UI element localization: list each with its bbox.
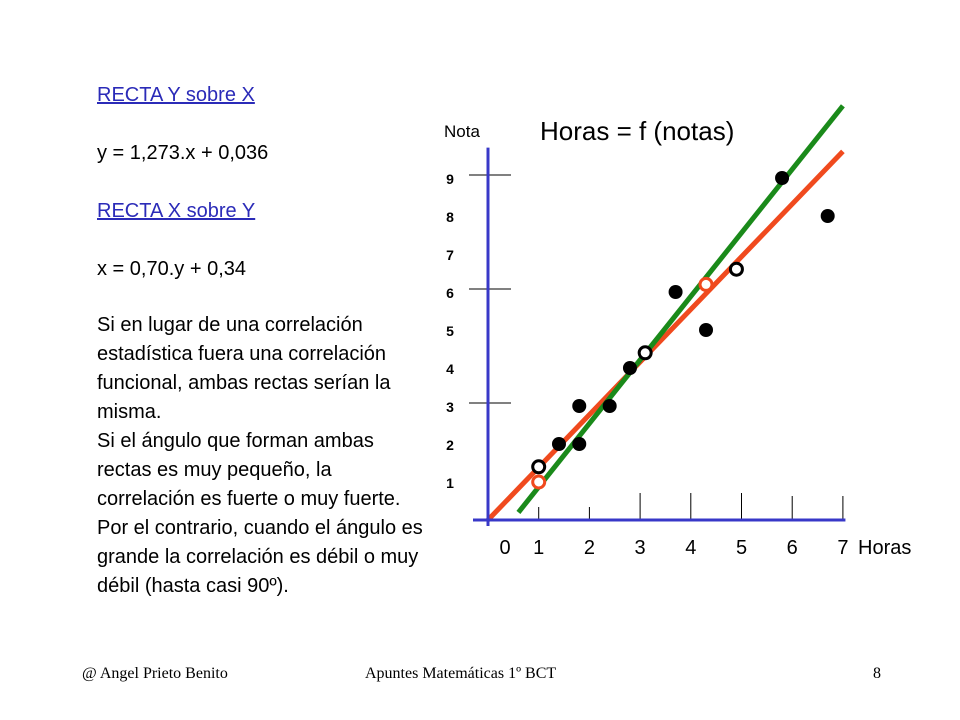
open-marker-red <box>700 278 712 290</box>
data-point <box>821 209 835 223</box>
regression-line-2 <box>518 106 842 513</box>
data-point <box>572 437 586 451</box>
x-tick-label: 0 <box>499 537 511 559</box>
x-axis-label: Horas <box>858 537 912 559</box>
y-tick-label: 1 <box>446 475 454 491</box>
y-tick-label: 8 <box>446 209 454 225</box>
data-point <box>699 323 713 337</box>
y-tick-label: 2 <box>446 437 454 453</box>
x-tick-label: 4 <box>685 537 697 559</box>
y-tick-label: 5 <box>446 323 454 339</box>
footer-author: @ Angel Prieto Benito <box>82 665 228 682</box>
data-point <box>623 361 637 375</box>
x-tick-label: 6 <box>786 537 798 559</box>
x-tick-label: 5 <box>735 537 748 559</box>
open-marker-black <box>533 461 545 473</box>
y-tick-label: 9 <box>446 171 454 187</box>
equation-y-on-x: y = 1,273.x + 0,036 <box>97 142 269 164</box>
paragraph-angle: Si el ángulo que forman ambas rectas es muy pequeño, la correlación es fuerte o muy fuerte. Por el contrario, cuando el ángulo es grande la correlación es débil o muy débil (hasta casi 90º). <box>97 430 423 597</box>
y-tick-label: 7 <box>446 247 454 263</box>
open-marker-red <box>533 476 545 488</box>
y-tick-label: 6 <box>446 285 454 301</box>
footer-page-number: 8 <box>873 665 881 682</box>
y-axis-label: Nota <box>444 122 480 141</box>
open-marker-black <box>730 263 742 275</box>
x-tick-label: 2 <box>583 537 595 559</box>
data-point <box>552 437 566 451</box>
x-tick-label: 1 <box>533 537 545 559</box>
open-marker-black <box>639 347 651 359</box>
footer-course: Apuntes Matemáticas 1º BCT <box>365 665 557 682</box>
data-point <box>775 171 789 185</box>
heading-x-on-y: RECTA X sobre Y <box>97 200 256 222</box>
data-point <box>603 399 617 413</box>
data-point <box>572 399 586 413</box>
heading-y-on-x: RECTA Y sobre X <box>97 84 255 106</box>
data-point <box>669 285 683 299</box>
y-tick-label: 3 <box>446 399 454 415</box>
paragraph-functional: Si en lugar de una correlación estadística fuera una correlación funcional, ambas rectas serían la misma. <box>97 314 391 423</box>
x-tick-label: 7 <box>837 537 849 559</box>
y-tick-label: 4 <box>446 361 454 377</box>
x-tick-label: 3 <box>634 537 646 559</box>
chart-title: Horas = f (notas) <box>540 116 735 146</box>
equation-x-on-y: x = 0,70.y + 0,34 <box>97 258 246 280</box>
